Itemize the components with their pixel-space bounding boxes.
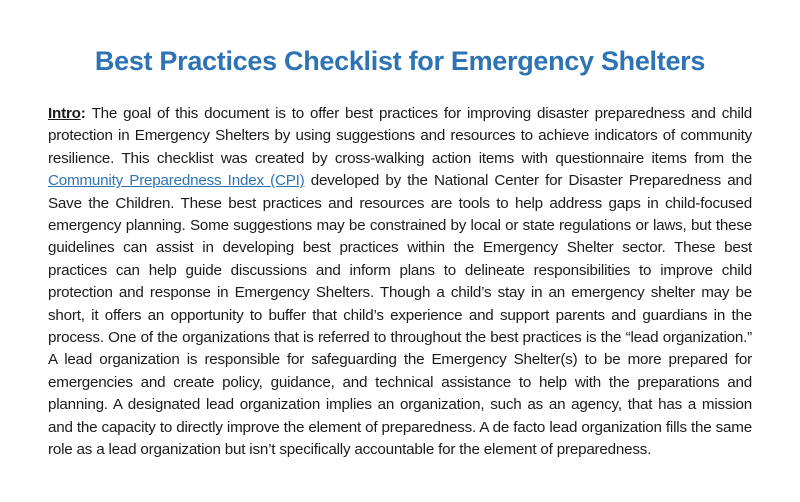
intro-text-after-link: developed by the National Center for Disaster Preparedness and Save the Children. These best practices and resources are tools to help address gaps in child-focused emergency planning. Some suggestions may be constrained by local or state regulations or laws, but these guidelines can assist in developing best practices within the Emergency Shelter sector. These best practices can help guide discussions and inform plans to delineate responsibilities to improve child protection and response in Emergency Shelters. Though a child’s stay in an emergency shelter may be short, it offers an opportunity to buffer that child’s experience and support parents and guardians in the process. One of the organizations that is referred to throughout the best practices is the “lead organization.” A lead organization is responsible for safeguarding the Emergency Shelter(s) to be more prepared for emergencies and create policy, guidance, and technical assistance to help with the preparations and planning. A designated lead organization implies an organization, such as an agency, that has a mission and the capacity to directly improve the element of preparedness. A de facto lead organization fills the same role as a lead organization but isn’t specifically accountable for the element of preparedness. [48, 172, 752, 459]
intro-label: Intro [48, 105, 81, 122]
intro-separator: : [80, 105, 92, 122]
cpi-link[interactable]: Community Preparedness Index (CPI) [48, 172, 305, 190]
intro-paragraph [48, 103, 752, 462]
document-title: Best Practices Checklist for Emergency Shelters [94, 46, 706, 76]
intro-text-before-link: The goal of this document is to offer best practices for improving disaster preparedness and child protection in Emergency Shelters by using suggestions and resources to achieve indicators of community resilience. This checklist was created by cross-walking action items with questionnaire items from the [48, 105, 752, 167]
